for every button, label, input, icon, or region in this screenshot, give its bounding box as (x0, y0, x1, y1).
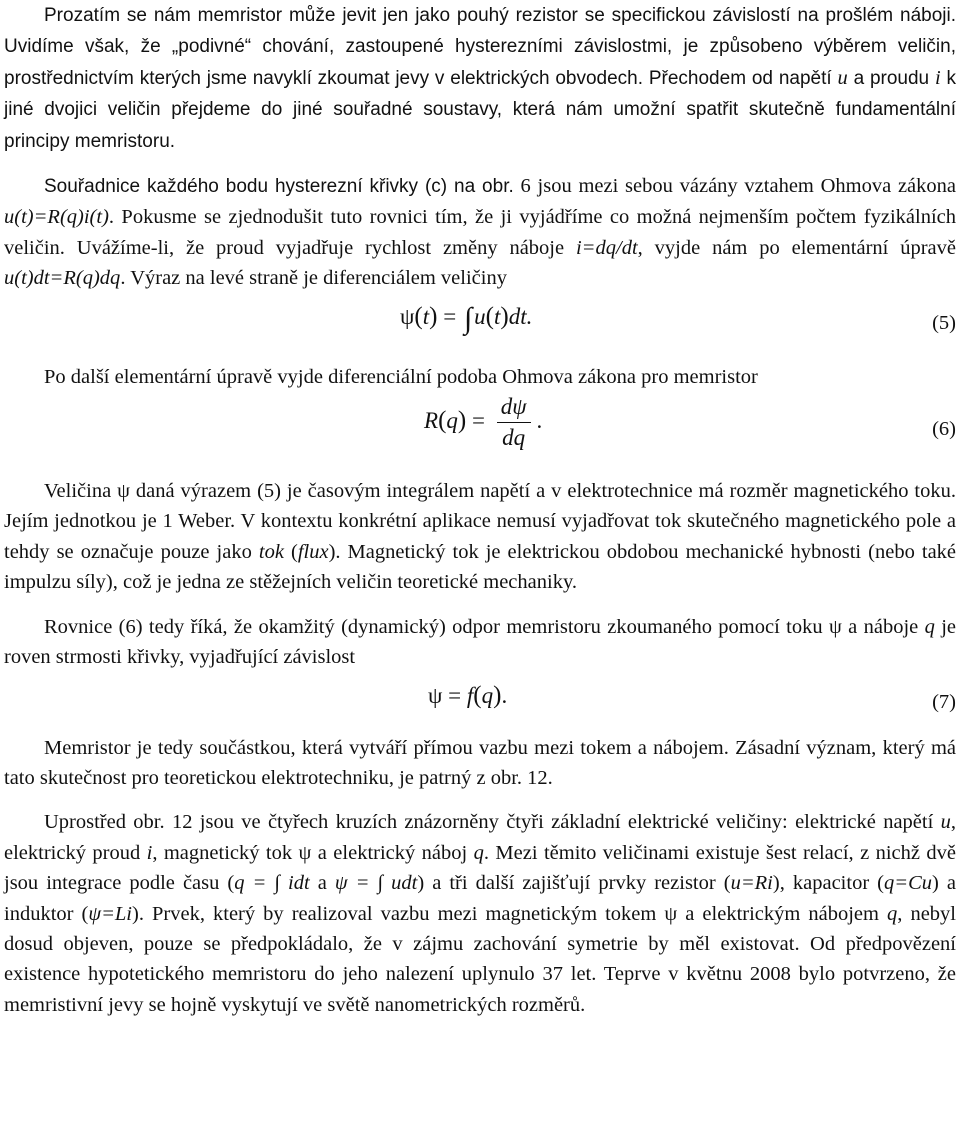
q-text-4: a elektrický náboj (311, 841, 474, 864)
q-text-5: . Mezi těmito veličinami existuje šest relací, z nichž dvě jsou integrace podle času ( (4, 841, 956, 895)
ohm-text-3: . Pokusme se zjednodušit tuto rovnici tím, že ji vyjádříme co možná nejmenším počtem fyzikálních veličin. Uvážíme-li, že proud vyjadřuje rychlost změny náboje (4, 206, 956, 259)
equation-7 (4, 673, 956, 731)
intro-text: Prozatím se nám memristor může jevit jen jako pouhý rezistor se specifickou závislostí na prošlém náboji. Uvidíme však, že „podivné“ chování, zastoupené hysterezními závislostmi, je způsobeno výběrem veličin, prostřednictvím kterých jsme navyklí zkoumat jevy v elektrických obvodech. (4, 5, 956, 89)
q-text-1: Uprostřed obr. 12 jsou ve čtyřech kruzích znázorněny čtyři základní elektrické veličiny: elektrické napětí (44, 811, 941, 834)
flux-text-3: ( (283, 540, 298, 563)
q-text-12: , nebyl dosud objeven, pouze se předpokládalo, že v zájmu zachování symetrie by měl existovat. Od předpovězení existence hypotetického memristoru do jeho nalezení uplynulo 37 let. Teprve v květnu 2008 bylo potvrzeno, že memristivní jevy se hojně vyskytují ve světě nanometrických rozměrů. (4, 902, 956, 1016)
equation-6-number: (6) (932, 418, 956, 441)
ohm-text-1: Souřadnice každého bodu hysterezní křivky (c) na obr. (44, 176, 514, 198)
intro-text-4: k jiné dvojici veličin přejdeme do jiné souřadné soustavy, která nám umožní spatřit skutečně fundamentální principy memristoru. (4, 67, 956, 152)
slope-text-3: je roven strmosti křivky, vyjadřující závislost (4, 615, 956, 669)
eq6-numerator: dψ (497, 392, 531, 423)
paragraph-coupling: Memristor je tedy součástkou, která vytváří přímou vazbu mezi tokem a nábojem. Zásadní význam, který má tato skutečnost pro teoretickou elektrotechniku, je patrný z obr. 12. (4, 736, 956, 789)
paragraph-intro (4, 0, 956, 157)
eq5-psi: ψ (400, 303, 415, 329)
q-uri: u=Ri (730, 872, 773, 895)
eq5-equals: = (443, 303, 457, 329)
var-i: i (934, 66, 941, 89)
eq5-dt: dt. (508, 303, 533, 329)
current-def: i=dq/dt (575, 236, 638, 259)
slope-text-2: a náboje (841, 615, 925, 638)
q-q: q (473, 841, 484, 864)
q-i: i (146, 841, 153, 864)
eq5-t: t (422, 303, 430, 329)
eq5-t2: t (493, 303, 501, 329)
eq7-psi: ψ (428, 682, 443, 708)
eq6-fraction (497, 392, 531, 453)
eq7-dot: . (501, 682, 508, 708)
equation-7-number: (7) (932, 690, 956, 713)
q-qcu: q=Cu (884, 872, 933, 895)
q-text-3: , magnetický tok (152, 841, 299, 864)
ohm-text-5: . Výraz na levé straně je diferenciálem veličiny (120, 267, 507, 290)
equation-5 (4, 294, 956, 356)
q-int-1: q = ∫ idt (234, 872, 310, 895)
flux-psi: ψ (117, 480, 130, 503)
q-text-8: ), kapacitor ( (772, 872, 885, 895)
intro-text-3: a proudu (847, 67, 935, 89)
q-u: u (940, 811, 951, 834)
ohm-differential: u(t)dt=R(q)dq (4, 267, 121, 290)
eq6-equals: = (471, 407, 485, 433)
eq6-r: R (424, 407, 439, 433)
flux-tok: tok (258, 540, 284, 563)
paragraph-slope (4, 612, 956, 673)
q-text-9: ) a induktor ( (4, 872, 956, 925)
paragraph-flux (4, 476, 956, 598)
slope-text-1: Rovnice (6) tedy říká, že okamžitý (dynamický) odpor memristoru zkoumaného pomocí toku (44, 615, 829, 638)
slope-psi: ψ (828, 615, 842, 638)
eq7-f: f (466, 682, 474, 708)
q-psili: ψ=Li (88, 902, 133, 925)
paragraph-ohm (4, 171, 956, 294)
q-int-2: ψ = ∫ udt (334, 872, 418, 895)
flux-text-1: Veličina (44, 480, 118, 503)
q-text-6: a (309, 872, 335, 895)
q-psi-2: ψ (664, 902, 678, 925)
equation-6 (4, 392, 956, 468)
q-text-11: a elektrickým nábojem (677, 902, 888, 925)
eq5-integral: ∫ (463, 301, 473, 335)
q-text-10: ). Prvek, který by realizoval vazbu mezi magnetickým tokem (132, 902, 665, 925)
equation-5-body: ψ(t) = ∫u(t)dt. (400, 301, 533, 335)
eq6-denominator: dq (502, 425, 526, 451)
paragraph-memristor-ohm: Po další elementární úpravě vyjde diferenciální podoba Ohmova zákona pro memristor (44, 365, 758, 388)
equation-7-body: ψ = f(q). (428, 681, 508, 709)
q-text-7: ) a tři další zajišťují prvky rezistor ( (417, 872, 731, 895)
eq6-q: q (446, 407, 458, 433)
q-psi: ψ (298, 841, 312, 864)
flux-text-2: daná výrazem (5) je časovým integrálem napětí a v elektrotechnice má rozměr magnetického toku. Jejím jednotkou je 1 Weber. V kontextu konkrétní aplikace nemusí vyjadřovat tok skutečného magnetického pole a tehdy se označuje pouze jako (4, 480, 956, 563)
slope-q: q (924, 615, 935, 638)
ohm-text-2: 6 jsou mezi sebou vázány vztahem Ohmova zákona (513, 175, 957, 198)
flux-text-4: ). Magnetický tok je elektrickou obdobou mechanické hybnosti (nebo také impulzu síly), což je jedna ze stěžejních veličin teoretické mechaniky. (4, 540, 957, 594)
eq7-equals: = (448, 682, 462, 708)
intro-text-2: Přechodem od napětí (643, 67, 838, 89)
ohm-text-4: , vyjde nám po elementární úpravě (637, 236, 956, 259)
flux-flux: flux (297, 540, 329, 563)
var-u: u (837, 66, 848, 89)
eq7-q: q (481, 682, 494, 708)
eq5-u: u (474, 303, 486, 329)
equation-6-body: R(q) = $\frac{d\psi}{dq}$ . (424, 392, 542, 453)
equation-5-number: (5) (932, 311, 956, 334)
paragraph-quantities (4, 807, 956, 1020)
ohm-law: u(t)=R(q)i(t) (4, 206, 109, 229)
q-q-2: q (887, 902, 898, 925)
q-text-2: , elektrický proud (4, 811, 956, 864)
eq6-dot: . (536, 407, 543, 433)
